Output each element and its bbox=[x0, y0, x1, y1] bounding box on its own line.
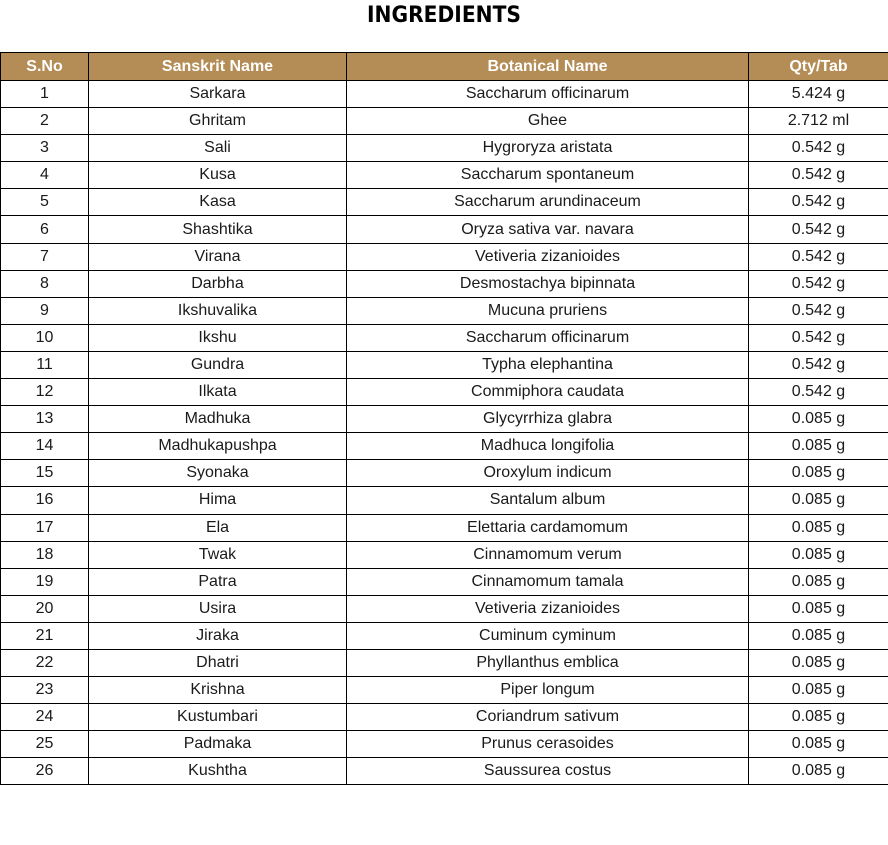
cell-qty: 0.085 g bbox=[749, 514, 888, 541]
table-row bbox=[1, 595, 888, 622]
table-row bbox=[1, 162, 888, 189]
cell-botanical-name: Saccharum officinarum bbox=[347, 324, 749, 351]
cell-sanskrit-name: Ghritam bbox=[89, 108, 347, 135]
cell-sanskrit-name: Jiraka bbox=[89, 622, 347, 649]
page-title: INGREDIENTS bbox=[367, 3, 521, 28]
cell-sno: 3 bbox=[1, 135, 89, 162]
cell-qty: 0.542 g bbox=[749, 351, 888, 378]
cell-botanical-name: Glycyrrhiza glabra bbox=[347, 406, 749, 433]
cell-sanskrit-name: Kusa bbox=[89, 162, 347, 189]
cell-sanskrit-name: Padmaka bbox=[89, 731, 347, 758]
cell-sno: 7 bbox=[1, 243, 89, 270]
cell-botanical-name: Coriandrum sativum bbox=[347, 704, 749, 731]
cell-qty: 0.085 g bbox=[749, 677, 888, 704]
cell-qty: 0.085 g bbox=[749, 568, 888, 595]
table-row bbox=[1, 243, 888, 270]
cell-qty: 0.542 g bbox=[749, 162, 888, 189]
cell-sno: 13 bbox=[1, 406, 89, 433]
cell-botanical-name: Hygroryza aristata bbox=[347, 135, 749, 162]
cell-botanical-name: Mucuna pruriens bbox=[347, 297, 749, 324]
cell-sanskrit-name: Shashtika bbox=[89, 216, 347, 243]
cell-botanical-name: Elettaria cardamomum bbox=[347, 514, 749, 541]
table-row bbox=[1, 379, 888, 406]
cell-qty: 0.542 g bbox=[749, 324, 888, 351]
cell-botanical-name: Saccharum arundinaceum bbox=[347, 189, 749, 216]
cell-sanskrit-name: Patra bbox=[89, 568, 347, 595]
cell-qty: 0.542 g bbox=[749, 270, 888, 297]
cell-sno: 9 bbox=[1, 297, 89, 324]
table-row bbox=[1, 460, 888, 487]
cell-qty: 0.085 g bbox=[749, 758, 888, 785]
cell-sno: 20 bbox=[1, 595, 89, 622]
cell-sno: 8 bbox=[1, 270, 89, 297]
cell-qty: 0.542 g bbox=[749, 189, 888, 216]
table-row bbox=[1, 541, 888, 568]
cell-botanical-name: Cinnamomum tamala bbox=[347, 568, 749, 595]
cell-qty: 0.085 g bbox=[749, 460, 888, 487]
cell-botanical-name: Ghee bbox=[347, 108, 749, 135]
cell-sno: 12 bbox=[1, 379, 89, 406]
table-row bbox=[1, 649, 888, 676]
cell-qty: 0.542 g bbox=[749, 216, 888, 243]
cell-sno: 5 bbox=[1, 189, 89, 216]
cell-sanskrit-name: Gundra bbox=[89, 351, 347, 378]
cell-botanical-name: Cuminum cyminum bbox=[347, 622, 749, 649]
header-sno: S.No bbox=[1, 53, 89, 81]
cell-sno: 22 bbox=[1, 649, 89, 676]
cell-sno: 16 bbox=[1, 487, 89, 514]
cell-botanical-name: Saccharum officinarum bbox=[347, 81, 749, 108]
table-row bbox=[1, 433, 888, 460]
table-row bbox=[1, 216, 888, 243]
cell-sanskrit-name: Ikshuvalika bbox=[89, 297, 347, 324]
cell-botanical-name: Santalum album bbox=[347, 487, 749, 514]
cell-sno: 18 bbox=[1, 541, 89, 568]
table-row bbox=[1, 135, 888, 162]
table-row bbox=[1, 324, 888, 351]
cell-qty: 0.085 g bbox=[749, 487, 888, 514]
cell-sno: 14 bbox=[1, 433, 89, 460]
table-row bbox=[1, 731, 888, 758]
cell-sanskrit-name: Kustumbari bbox=[89, 704, 347, 731]
cell-sanskrit-name: Virana bbox=[89, 243, 347, 270]
table-row bbox=[1, 351, 888, 378]
table-row bbox=[1, 297, 888, 324]
cell-sno: 11 bbox=[1, 351, 89, 378]
table-header bbox=[1, 53, 888, 81]
cell-sno: 24 bbox=[1, 704, 89, 731]
table-row bbox=[1, 81, 888, 108]
cell-sanskrit-name: Madhuka bbox=[89, 406, 347, 433]
cell-botanical-name: Typha elephantina bbox=[347, 351, 749, 378]
cell-botanical-name: Vetiveria zizanioides bbox=[347, 243, 749, 270]
cell-qty: 0.085 g bbox=[749, 622, 888, 649]
cell-sanskrit-name: Sarkara bbox=[89, 81, 347, 108]
cell-qty: 0.085 g bbox=[749, 731, 888, 758]
cell-botanical-name: Desmostachya bipinnata bbox=[347, 270, 749, 297]
cell-qty: 0.085 g bbox=[749, 649, 888, 676]
header-row bbox=[1, 53, 888, 81]
header-botanical-name: Botanical Name bbox=[347, 53, 749, 81]
cell-sno: 6 bbox=[1, 216, 89, 243]
cell-botanical-name: Saussurea costus bbox=[347, 758, 749, 785]
cell-botanical-name: Piper longum bbox=[347, 677, 749, 704]
cell-qty: 0.085 g bbox=[749, 541, 888, 568]
cell-sno: 15 bbox=[1, 460, 89, 487]
cell-qty: 0.542 g bbox=[749, 135, 888, 162]
cell-sanskrit-name: Ilkata bbox=[89, 379, 347, 406]
cell-sanskrit-name: Darbha bbox=[89, 270, 347, 297]
table-row bbox=[1, 622, 888, 649]
cell-qty: 0.085 g bbox=[749, 704, 888, 731]
cell-botanical-name: Madhuca longifolia bbox=[347, 433, 749, 460]
cell-qty: 0.085 g bbox=[749, 595, 888, 622]
cell-sanskrit-name: Kasa bbox=[89, 189, 347, 216]
cell-sanskrit-name: Dhatri bbox=[89, 649, 347, 676]
table-row bbox=[1, 108, 888, 135]
cell-qty: 0.085 g bbox=[749, 433, 888, 460]
cell-sanskrit-name: Madhukapushpa bbox=[89, 433, 347, 460]
cell-qty: 0.085 g bbox=[749, 406, 888, 433]
cell-botanical-name: Saccharum spontaneum bbox=[347, 162, 749, 189]
cell-sno: 4 bbox=[1, 162, 89, 189]
header-qty-per-tab: Qty/Tab bbox=[749, 53, 888, 81]
cell-sanskrit-name: Twak bbox=[89, 541, 347, 568]
cell-botanical-name: Prunus cerasoides bbox=[347, 731, 749, 758]
cell-qty: 2.712 ml bbox=[749, 108, 888, 135]
table-row bbox=[1, 406, 888, 433]
cell-sno: 25 bbox=[1, 731, 89, 758]
cell-sanskrit-name: Krishna bbox=[89, 677, 347, 704]
table-row bbox=[1, 189, 888, 216]
cell-qty: 0.542 g bbox=[749, 379, 888, 406]
cell-sno: 26 bbox=[1, 758, 89, 785]
cell-sno: 17 bbox=[1, 514, 89, 541]
cell-sanskrit-name: Usira bbox=[89, 595, 347, 622]
ingredients-table bbox=[0, 52, 888, 785]
cell-qty: 5.424 g bbox=[749, 81, 888, 108]
cell-botanical-name: Cinnamomum verum bbox=[347, 541, 749, 568]
table-row bbox=[1, 514, 888, 541]
table-row bbox=[1, 758, 888, 785]
header-sanskrit-name: Sanskrit Name bbox=[89, 53, 347, 81]
table-row bbox=[1, 270, 888, 297]
cell-sno: 2 bbox=[1, 108, 89, 135]
table-row bbox=[1, 487, 888, 514]
cell-sanskrit-name: Sali bbox=[89, 135, 347, 162]
cell-sanskrit-name: Hima bbox=[89, 487, 347, 514]
table-row bbox=[1, 677, 888, 704]
table-row bbox=[1, 568, 888, 595]
cell-sno: 21 bbox=[1, 622, 89, 649]
cell-sno: 1 bbox=[1, 81, 89, 108]
cell-sanskrit-name: Kushtha bbox=[89, 758, 347, 785]
cell-botanical-name: Oroxylum indicum bbox=[347, 460, 749, 487]
cell-sanskrit-name: Ela bbox=[89, 514, 347, 541]
cell-sno: 23 bbox=[1, 677, 89, 704]
cell-botanical-name: Commiphora caudata bbox=[347, 379, 749, 406]
cell-botanical-name: Phyllanthus emblica bbox=[347, 649, 749, 676]
table-body bbox=[1, 81, 888, 785]
cell-sno: 10 bbox=[1, 324, 89, 351]
cell-sanskrit-name: Syonaka bbox=[89, 460, 347, 487]
cell-sno: 19 bbox=[1, 568, 89, 595]
cell-qty: 0.542 g bbox=[749, 243, 888, 270]
table-row bbox=[1, 704, 888, 731]
cell-botanical-name: Oryza sativa var. navara bbox=[347, 216, 749, 243]
cell-qty: 0.542 g bbox=[749, 297, 888, 324]
cell-sanskrit-name: Ikshu bbox=[89, 324, 347, 351]
cell-botanical-name: Vetiveria zizanioides bbox=[347, 595, 749, 622]
